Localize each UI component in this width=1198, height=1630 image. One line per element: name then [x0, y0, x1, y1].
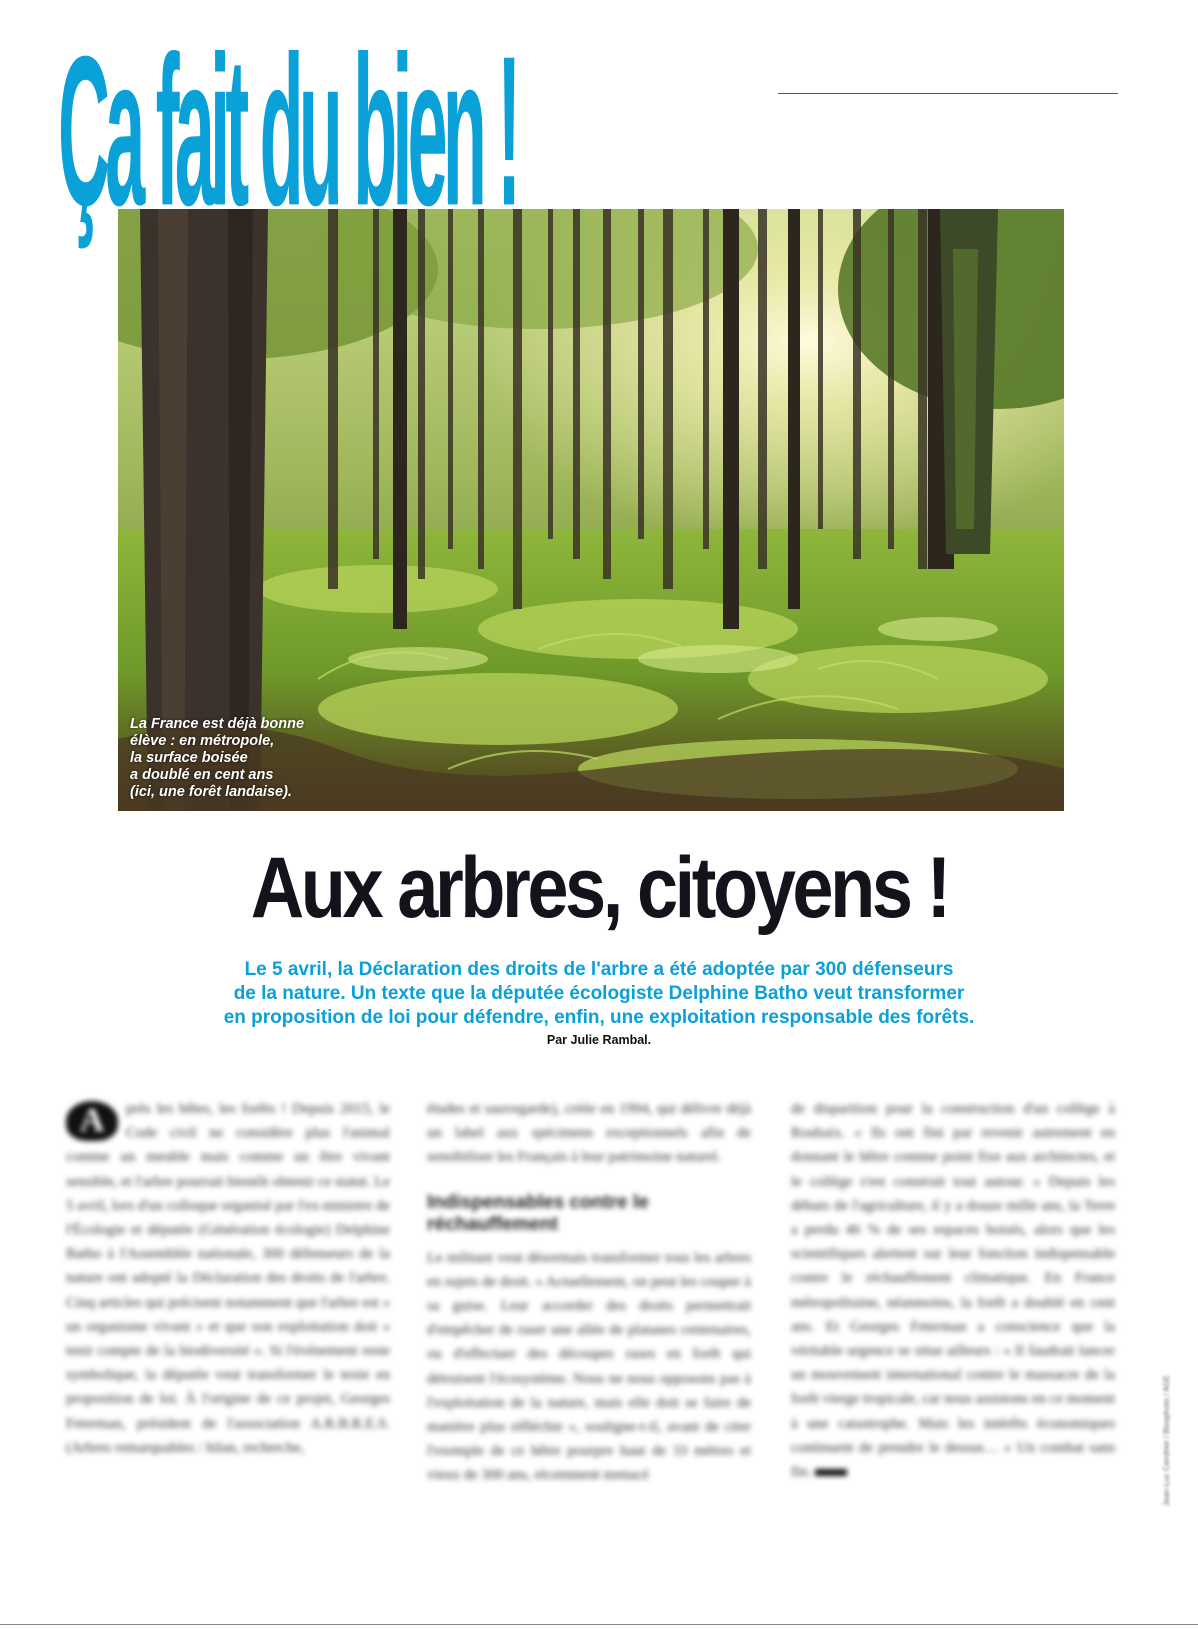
column-text: près les bêtes, les forêts ! Depuis 2015, le Code civil ne considère plus l'animal comme un meuble mais comme un être vivant sensible, et l'arbre pourrait bientôt obtenir ce statut. Le 5 avril, lors d'un colloque organisé par l'ex-ministre de l'Écologie et députée (Génération écologie) Delphine Batho à l'Assemblée nationale, 300 défenseurs de la nature ont adopté la Déclaration des droits de l'arbre. Cinq articles qui précisent notamment que l'arbre est « un organisme vivant » et que son exploitation doit « tenir compte de la biodiversité ». Si l'événement reste symbolique, la députée veut transformer le texte en proposition de loi. À l'origine de ce projet, Georges Feterman, président de l'association A.R.B.R.E.S. (Arbres remarquables : bilan, recherche,	[66, 1101, 390, 1456]
caption-line: a doublé en cent ans	[130, 767, 274, 783]
photo-caption	[130, 716, 304, 801]
page-bottom-rule	[0, 1624, 1198, 1625]
column-text: Le militant veut désormais transformer tous les arbres en sujets de droit. « Actuellement, on peut les couper à sa guise. Leur accorder des droits permettrait d'empêcher de raser une allée de platanes centenaires, ou d'effectuer des découpes rases en forêt qui détruisent l'écosystème. Nous ne nous opposons pas à l'exploitation de la nature, mais elle doit se faire de manière plus réfléchie », souligne-t-il, avant de citer l'exemple de ce hêtre pourpre haut de 33 mètres et vieux de 300 ans, récemment menacé	[427, 1249, 751, 1484]
caption-line: élève : en métropole,	[130, 733, 275, 749]
dek-line: Le 5 avril, la Déclaration des droits de l'arbre a été adoptée par 300 défenseurs	[244, 959, 954, 980]
dek-line: de la nature. Un texte que la députée écologiste Delphine Batho veut transformer	[233, 983, 965, 1004]
section-subhead: Indispensables contre le réchauffement	[427, 1191, 649, 1235]
kicker-title: Ça fait du bien !	[58, 11, 517, 250]
column-text: études et sauvegarde), créée en 1994, qui délivre déjà un label aux spécimens exceptionnels afin de sensibiliser les Français à leur patrimoine naturel.	[427, 1101, 751, 1166]
headline-text: Aux arbres, citoyens !	[250, 840, 948, 936]
end-of-article-mark	[815, 1469, 847, 1476]
article-dek	[40, 958, 1158, 1030]
column-text: de disparition pour la construction d'un collège à Roubaix. « Ils ont fini par revenir autrement en donnant le hêtre comme point fixe aux architectes, et le collège s'est construit tout autour. » Depuis les débuts de l'agriculture, il y a douze mille ans, la Terre a perdu 46 % de ses espaces boisés, alors que les scientifiques alertent sur leur fonction indispensable contre le réchauffement climatique. En France métropolitaine, néanmoins, la forêt a doublé en cent ans. Et Georges Feterman a conscience que la véritable urgence se situe ailleurs : « Il faudrait lancer un mouvement international contre le massacre de la forêt vierge tropicale, car nous assistons en ce moment à une catastrophe. Mais les intérêts économiques continuent de prendre le dessus… » Un combat sans fin.	[791, 1101, 1115, 1481]
forest-photo	[118, 209, 1064, 811]
byline: Par Julie Rambal.	[546, 1033, 652, 1047]
body-column-1	[66, 1097, 390, 1460]
body-column-2	[427, 1097, 751, 1488]
caption-line: La France est déjà bonne	[130, 716, 305, 732]
photo-credit: Jean-Luc Cendrier / Biosphoto / AGE	[1162, 1375, 1171, 1507]
article-headline	[0, 840, 1198, 936]
drop-cap: A	[66, 1101, 118, 1141]
body-column-3	[791, 1097, 1115, 1484]
caption-line: la surface boisée	[130, 750, 248, 766]
dek-line: en proposition de loi pour défendre, enfin, une exploitation responsable des forêts.	[223, 1007, 975, 1028]
kicker-rule	[778, 93, 1118, 94]
caption-line: (ici, une forêt landaise).	[130, 784, 292, 800]
